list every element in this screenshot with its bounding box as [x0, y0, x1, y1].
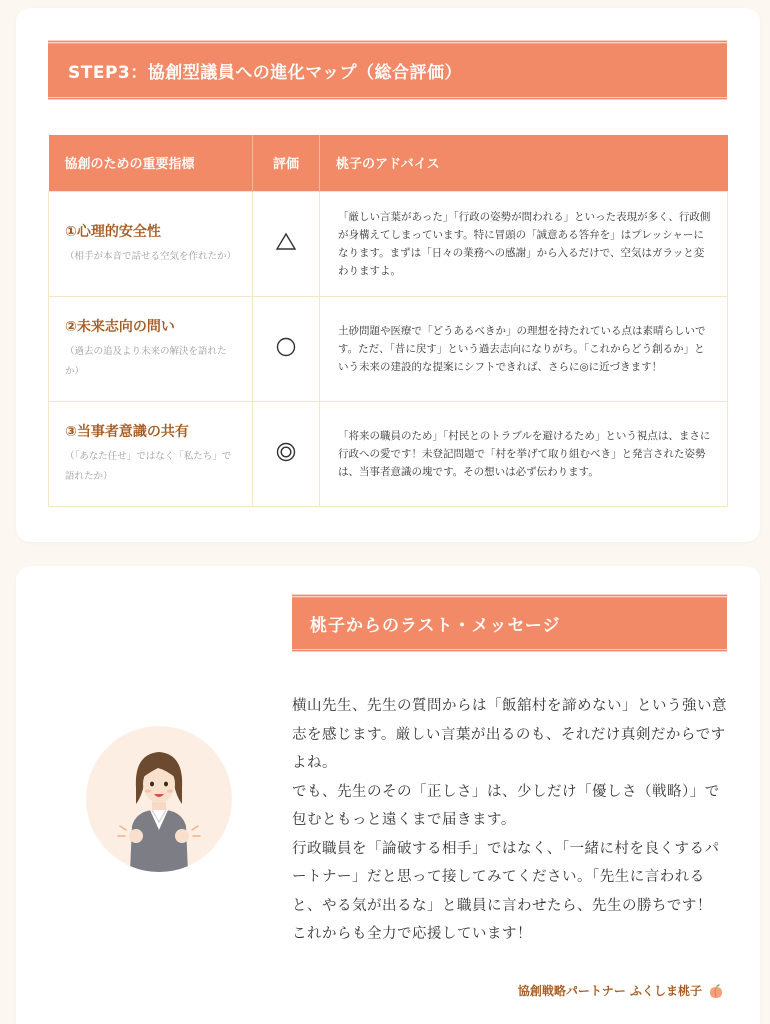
message-body — [292, 692, 730, 949]
rating-cell — [253, 296, 320, 401]
indicator-cell — [49, 191, 253, 296]
peach-icon — [708, 983, 724, 999]
rating-cell — [253, 401, 320, 506]
signature — [518, 982, 724, 999]
rating-cell — [253, 191, 320, 296]
avatar — [86, 726, 232, 872]
double-circle-rating-icon — [275, 441, 297, 463]
step3-title: STEP3：協創型議員への進化マップ（総合評価） — [68, 62, 463, 83]
step3-banner — [48, 40, 727, 100]
header-rating: 評価 — [253, 135, 320, 191]
message-paragraph: 行政職員を「論破する相手」ではなく、「一緒に村を良くするパートナー」だと思って接してみてください。「先生に言われると、やる気が出るな」と職員に言わせたら、先生の勝ちです！ — [292, 840, 720, 914]
message-card — [16, 566, 760, 1024]
indicator-cell — [49, 401, 253, 506]
message-title: 桃子からのラスト・メッセージ — [310, 615, 561, 636]
advice-cell: 「将来の職員のため」「村民とのトラブルを避けるため」という視点は、まさに行政への愛です！未登記問題で「村を挙げて取り組むべき」と発言された姿勢は、当事者意識の塊です。その想いは必ず伝わります。 — [320, 401, 728, 506]
header-advice: 桃子のアドバイス — [320, 135, 728, 191]
message-paragraph: これからも全力で応援しています！ — [292, 926, 532, 942]
signature-text: 協創戦略パートナー ふくしま桃子 — [517, 984, 702, 998]
table-row — [49, 191, 728, 296]
indicator-title: ②未来志向の問い — [65, 318, 175, 335]
table-row — [49, 296, 728, 401]
indicator-subtitle: （「あなた任せ」ではなく「私たち」で語れたか） — [65, 450, 232, 482]
advice-cell: 土砂問題や医療で「どうあるべきか」の理想を持たれている点は素晴らしいです。ただ、「昔に戻す」という過去志向になりがち。「これからどう創るか」という未来の建設的な提案にシフトできれば、さらに◎に近づきます！ — [320, 296, 728, 401]
triangle-rating-icon — [275, 231, 297, 253]
indicator-cell — [49, 296, 253, 401]
momoko-avatar-icon — [86, 726, 232, 872]
message-paragraph: 横山先生、先生の質問からは「飯舘村を諦めない」という強い意志を感じます。厳しい言葉が出るのも、それだけ真剣だからですよね。 — [292, 698, 727, 771]
message-paragraph: でも、先生のその「正しさ」は、少しだけ「優しさ（戦略）」で包むともっと遠くまで届きます。 — [292, 783, 720, 828]
message-banner — [292, 594, 727, 652]
indicator-table — [48, 135, 728, 507]
header-indicator: 協創のための重要指標 — [49, 135, 253, 191]
indicator-title: ①心理的安全性 — [65, 223, 161, 240]
table-row — [49, 401, 728, 506]
indicator-subtitle: （相手が本音で話せる空気を作れたか） — [65, 250, 237, 262]
indicator-subtitle: （過去の追及より未来の解決を語れたか） — [65, 345, 227, 377]
evaluation-card — [16, 8, 760, 542]
advice-cell: 「厳しい言葉があった」「行政の姿勢が問われる」といった表現が多く、行政側が身構えてしまっています。特に冒頭の「誠意ある答弁を」はプレッシャーになります。まずは「日々の業務への感謝」から入るだけで、空気はガラッと変わりますよ。 — [320, 191, 728, 296]
circle-rating-icon — [275, 336, 297, 358]
indicator-title: ③当事者意識の共有 — [65, 423, 189, 440]
table-header-row — [49, 135, 728, 191]
